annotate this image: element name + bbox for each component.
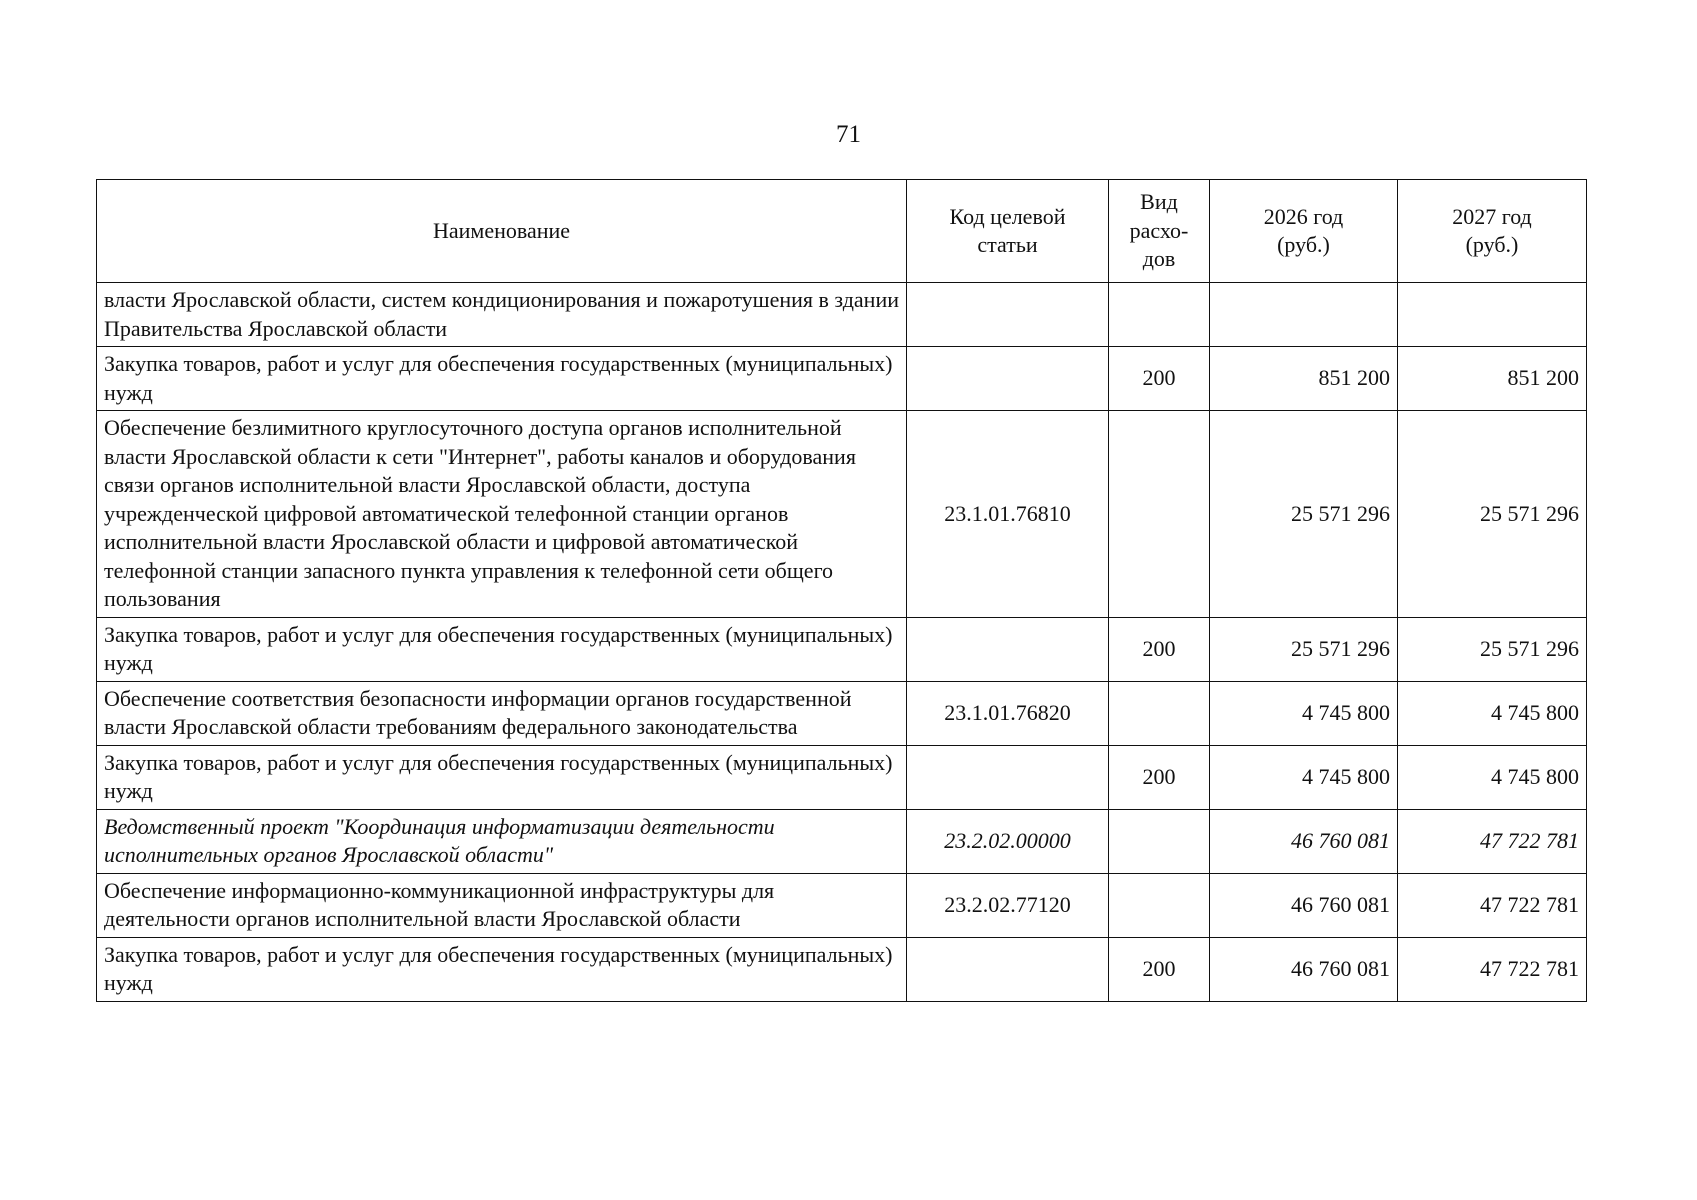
row-expense-type [1109,411,1210,618]
row-expense-type: 200 [1109,617,1210,681]
row-expense-type: 200 [1109,745,1210,809]
row-name: Ведомственный проект "Координация информатизации деятельности исполнительных органов Ярославской области" [97,809,907,873]
table-row [97,411,1587,618]
row-code [907,347,1109,411]
row-amount-2026: 851 200 [1210,347,1398,411]
row-code [907,617,1109,681]
header-name: Наименование [97,180,907,283]
row-expense-type [1109,283,1210,347]
row-name: Обеспечение информационно-коммуникационной инфраструктуры для деятельности органов исполнительной власти Ярославской области [97,873,907,937]
row-expense-type [1109,809,1210,873]
header-year-2026-line: 2026 год [1263,203,1344,229]
table-row [97,937,1587,1001]
row-name: власти Ярославской области, систем кондиционирования и пожаротушения в здании Правительства Ярославской области [97,283,907,347]
row-amount-2026: 25 571 296 [1210,411,1398,618]
row-expense-type: 200 [1109,937,1210,1001]
table-row [97,283,1587,347]
header-code-line: Код целевой [949,203,1066,229]
table-row [97,347,1587,411]
header-year-2027-line: (руб.) [1465,232,1519,257]
row-amount-2027: 851 200 [1398,347,1587,411]
row-name: Закупка товаров, работ и услуг для обеспечения государственных (муниципальных) нужд [97,745,907,809]
table-row [97,681,1587,745]
header-year-2027 [1398,180,1587,283]
row-amount-2027 [1398,283,1587,347]
row-name: Закупка товаров, работ и услуг для обеспечения государственных (муниципальных) нужд [97,617,907,681]
row-amount-2027: 47 722 781 [1398,937,1587,1001]
row-amount-2026: 46 760 081 [1210,873,1398,937]
row-amount-2027: 4 745 800 [1398,681,1587,745]
header-year-2026 [1210,180,1398,283]
page-number: 71 [836,121,861,148]
table-row [97,809,1587,873]
row-expense-type [1109,681,1210,745]
table-row [97,745,1587,809]
row-amount-2027: 4 745 800 [1398,745,1587,809]
row-code [907,283,1109,347]
header-type-line: дов [1142,246,1176,272]
row-amount-2026: 46 760 081 [1210,809,1398,873]
budget-table [96,179,1587,1002]
row-name: Обеспечение безлимитного круглосуточного доступа органов исполнительной власти Ярославской области к сети "Интернет", работы каналов и оборудования связи органов исполнительной власти Ярославской области, доступа учрежденческой цифровой автоматической телефонной станции органов исполнительной власти Ярославской области и цифровой автоматической телефонной станции запасного пункта управления к телефонной сети общего пользования [97,411,907,618]
row-name: Закупка товаров, работ и услуг для обеспечения государственных (муниципальных) нужд [97,347,907,411]
header-year-2026-line: (руб.) [1277,232,1330,257]
header-type-line: расхо- [1129,217,1189,243]
row-code: 23.1.01.76810 [907,411,1109,618]
header-type [1109,180,1210,283]
row-amount-2027: 47 722 781 [1398,809,1587,873]
table-header-row [97,180,1587,283]
row-amount-2026: 4 745 800 [1210,681,1398,745]
row-amount-2026: 4 745 800 [1210,745,1398,809]
table-row [97,617,1587,681]
row-expense-type [1109,873,1210,937]
row-code [907,937,1109,1001]
row-amount-2027: 25 571 296 [1398,411,1587,618]
row-amount-2026: 25 571 296 [1210,617,1398,681]
row-expense-type: 200 [1109,347,1210,411]
row-amount-2027: 47 722 781 [1398,873,1587,937]
header-code [907,180,1109,283]
row-code: 23.1.01.76820 [907,681,1109,745]
row-name: Закупка товаров, работ и услуг для обеспечения государственных (муниципальных) нужд [97,937,907,1001]
row-amount-2027: 25 571 296 [1398,617,1587,681]
row-amount-2026 [1210,283,1398,347]
row-amount-2026: 46 760 081 [1210,937,1398,1001]
header-year-2027-line: 2027 год [1452,203,1532,229]
header-code-line: статьи [977,232,1038,257]
row-code: 23.2.02.00000 [907,809,1109,873]
row-code: 23.2.02.77120 [907,873,1109,937]
header-type-line: Вид [1140,189,1178,215]
table-body [97,283,1587,1002]
row-code [907,745,1109,809]
table-row [97,873,1587,937]
row-name: Обеспечение соответствия безопасности информации органов государственной власти Ярославской области требованиям федерального законодательства [97,681,907,745]
